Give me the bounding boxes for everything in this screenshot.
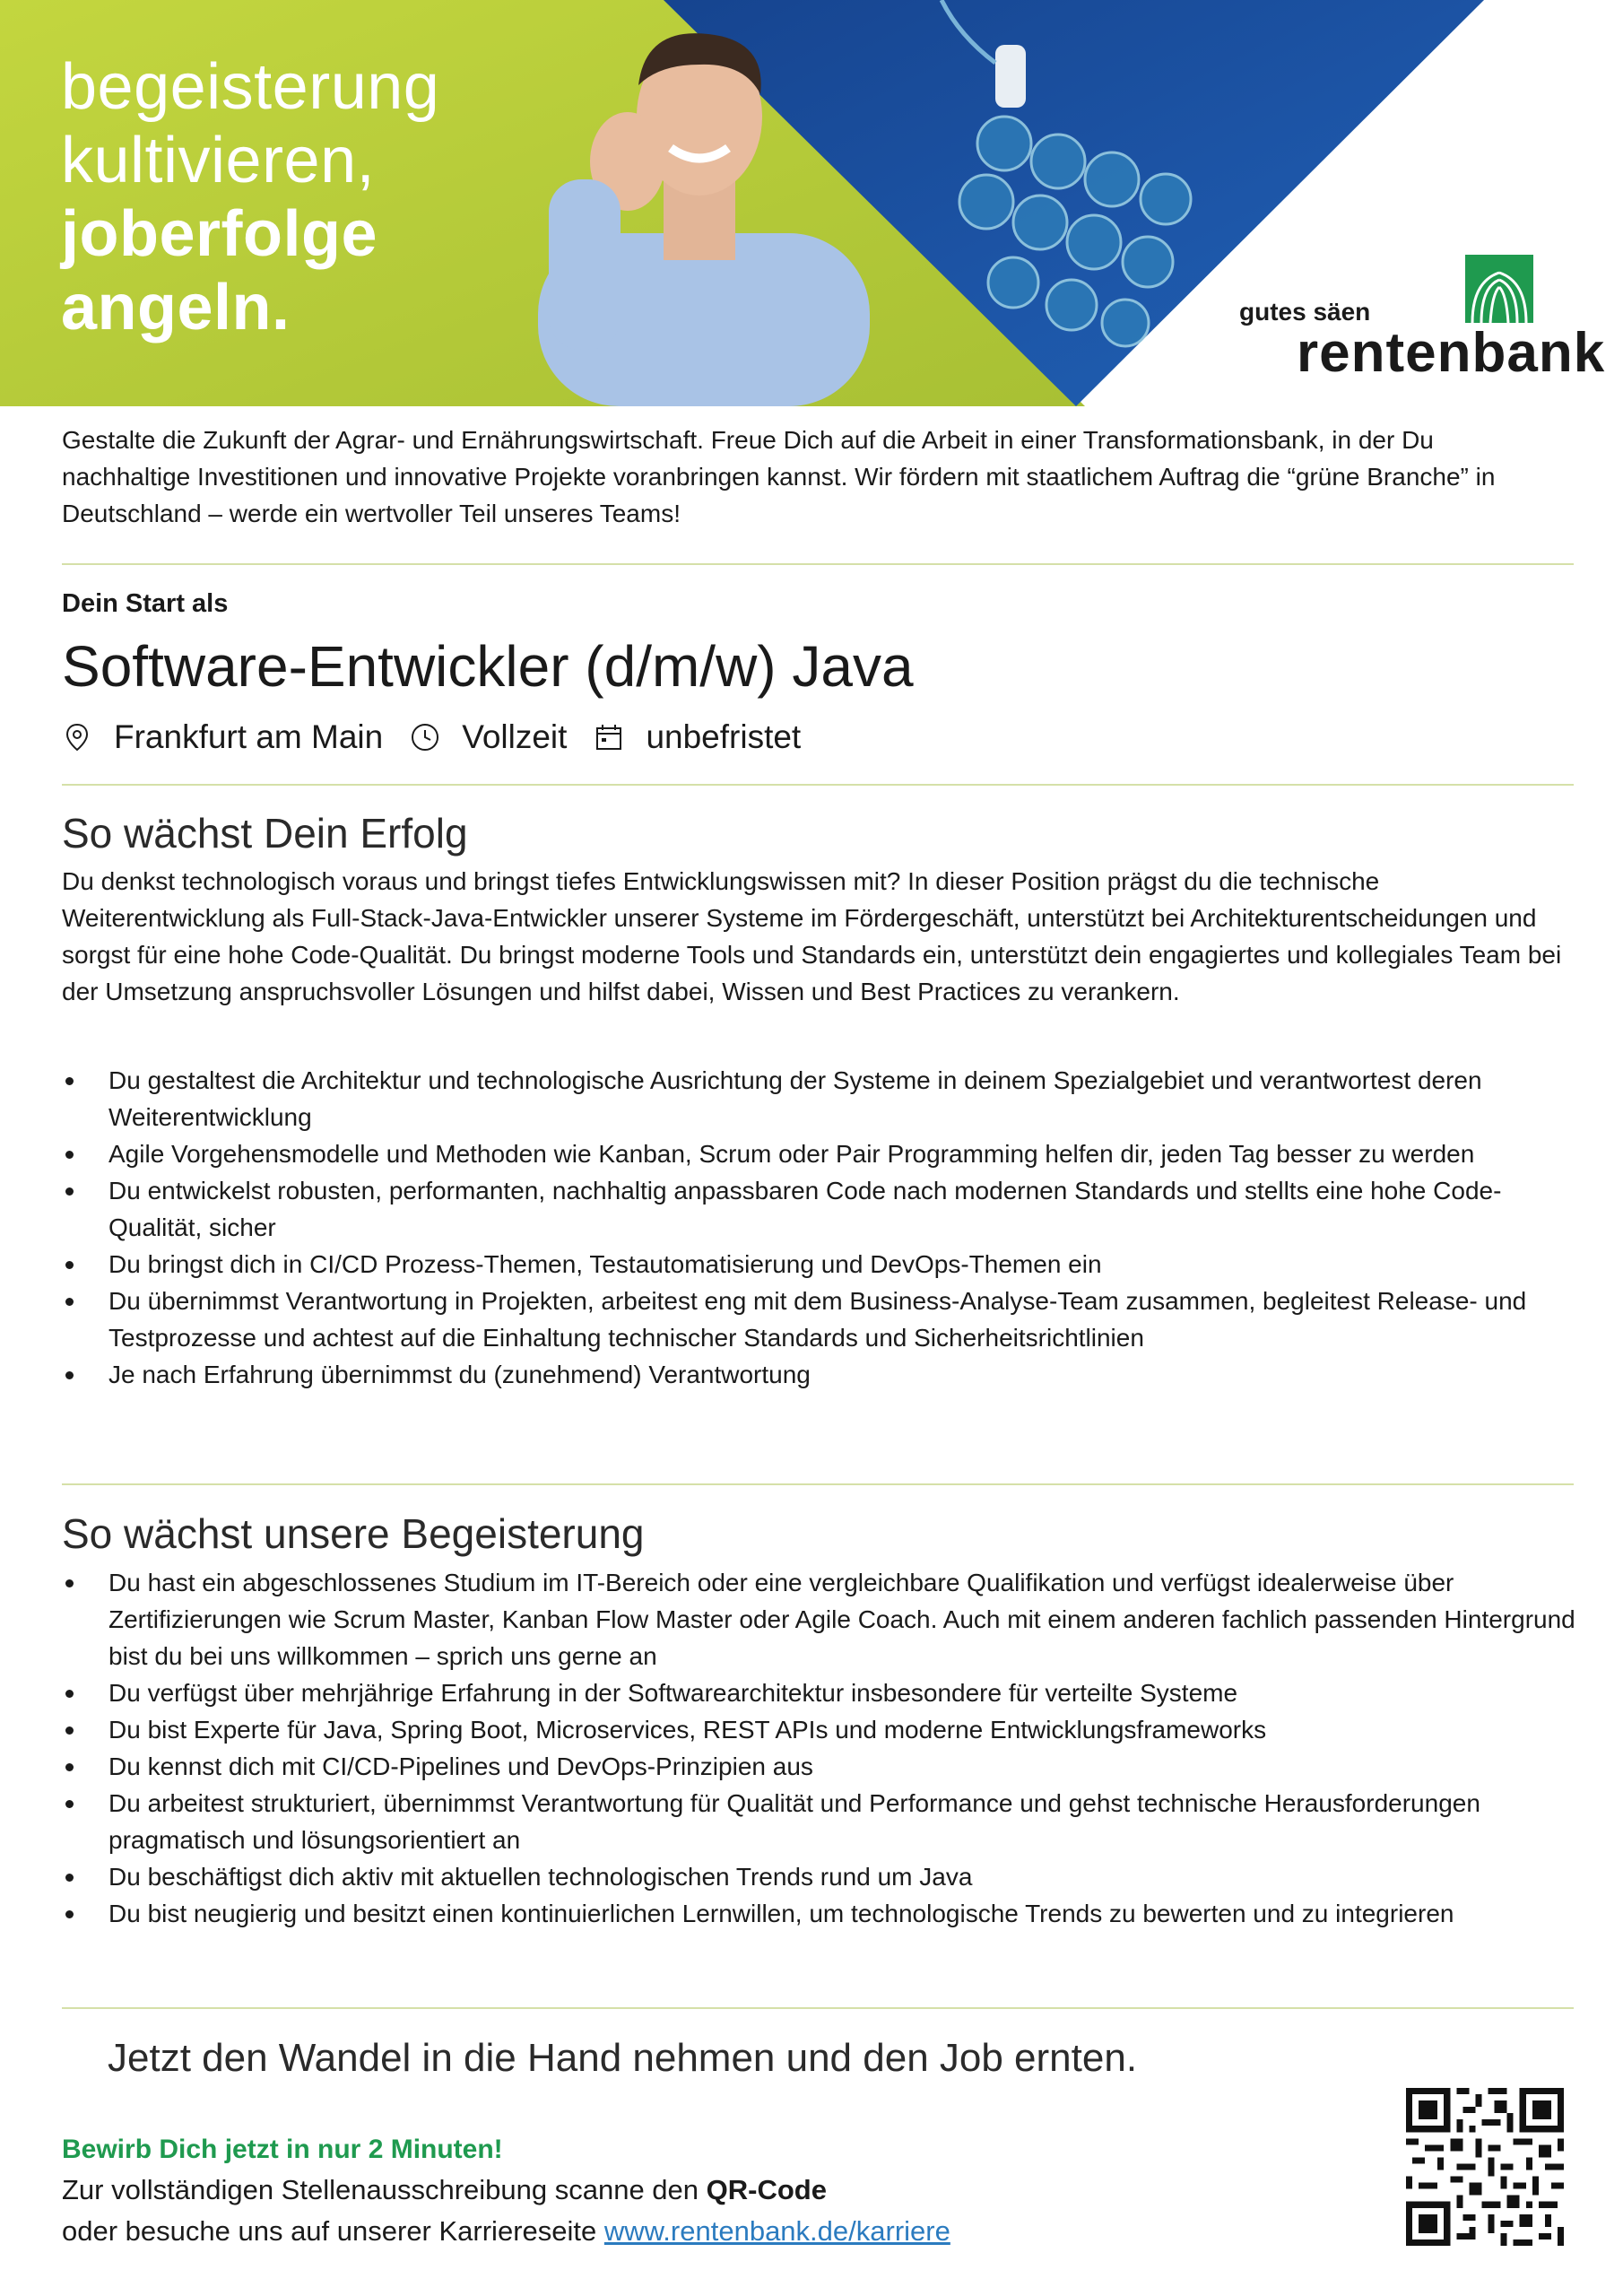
list-item: Du verfügst über mehrjährige Erfahrung in der Softwarearchitektur insbesondere für verteilte Systeme (62, 1674, 1586, 1711)
list-item: Je nach Erfahrung übernimmst du (zunehmend) Verantwortung (62, 1356, 1586, 1393)
visit-text (62, 2215, 950, 2248)
list-item: Du beschäftigst dich aktiv mit aktuellen technologischen Trends rund um Java (62, 1858, 1586, 1895)
job-location (62, 718, 383, 756)
headline-line-4: angeln. (61, 272, 291, 344)
list-item: Du kennst dich mit CI/CD-Pipelines und DevOps-Prinzipien aus (62, 1748, 1586, 1785)
section-heading-enthusiasm: So wächst unsere Begeisterung (62, 1510, 645, 1557)
divider (62, 1483, 1574, 1485)
location-pin-icon (62, 722, 92, 752)
list-item: Du arbeitest strukturiert, übernimmst Verantwortung für Qualität und Performance und gehst technische Herausforderungen pragmatisch und lösungsorientiert an (62, 1785, 1586, 1858)
section-heading-success: So wächst Dein Erfolg (62, 810, 468, 857)
qr-code-label: QR-Code (706, 2174, 827, 2205)
clock-icon (410, 722, 440, 752)
qr-code-icon[interactable] (1406, 2088, 1564, 2246)
job-contract-text: unbefristet (646, 718, 802, 755)
list-item: Du hast ein abgeschlossenes Studium im IT-Bereich oder eine vergleichbare Qualifikation und verfügst idealerweise über Zertifizierungen wie Scrum Master, Kanban Flow Master oder Agile Coach. Auch mit einem anderen fachlich passenden Hintergrund bist du bei uns willkommen – sprich uns gerne an (62, 1564, 1586, 1674)
job-time (410, 718, 567, 756)
list-item: Du gestaltest die Architektur und technologische Ausrichtung der Systeme in deinem Spezialgebiet und verantwortest deren Weiterentwicklung (62, 1062, 1586, 1135)
calendar-icon (594, 722, 624, 752)
intro-text: Gestalte die Zukunft der Agrar- und Ernährungswirtschaft. Freue Dich auf die Arbeit in einer Transformationsbank, in der Du nachhaltige Investitionen und innovative Projekte voranbringen kannst. Wir fördern mit staatlichem Auftrag die “grüne Branche” in Deutschland – werde ein wertvoller Teil unseres Teams! (62, 426, 1496, 527)
job-contract (594, 718, 801, 756)
divider (62, 784, 1574, 786)
list-item: Du entwickelst robusten, performanten, nachhaltig anpassbaren Code nach modernen Standards und stellts eine hohe Code-Qualität, sicher (62, 1172, 1586, 1246)
job-meta (62, 714, 828, 761)
brand-slogan: gutes säen (1239, 298, 1371, 326)
ship-icon (995, 45, 1026, 108)
requirements-list (62, 1564, 1586, 1932)
headline-line-3: joberfolge (61, 198, 378, 270)
career-link[interactable]: www.rentenbank.de/karriere (603, 2215, 950, 2247)
rentenbank-logo-icon (1465, 255, 1533, 323)
divider (62, 2007, 1574, 2009)
scan-prefix: Zur vollständigen Stellenausschreibung scanne den (62, 2174, 707, 2205)
cta-text: Jetzt den Wandel in die Hand nehmen und den Job ernten. (108, 2036, 1138, 2080)
list-item: Du bringst dich in CI/CD Prozess-Themen, Testautomatisierung und DevOps-Themen ein (62, 1246, 1586, 1283)
scan-text (62, 2174, 827, 2206)
list-item: Du übernimmst Verantwortung in Projekten, arbeitest eng mit dem Business-Analyse-Team zusammen, begleitest Release- und Testprozesse und achtest auf die Einhaltung technischer Standards und Sicherheitsrichtlinien (62, 1283, 1586, 1356)
job-title: Software-Entwickler (d/m/w) Java (62, 634, 914, 699)
visit-prefix: oder besuche uns auf unserer Karriereseite (62, 2215, 604, 2247)
headline-line-1: begeisterung (61, 51, 440, 123)
section-paragraph-success: Du denkst technologisch voraus und bringst tiefes Entwicklungswissen mit? In dieser Position prägst du die technische Weiterentwicklung als Full-Stack-Java-Entwickler unserer Systeme im Fördergeschäft, unterstützt bei Architekturentscheidungen und sorgst für eine hohe Code-Qualität. Du bringst moderne Tools und Standards ein, unterstützt dein engagiertes und kollegiales Team bei der Umsetzung anspruchsvoller Lösungen und hilfst dabei, Wissen und Best Practices zu verankern. (62, 867, 1562, 1005)
header-banner (0, 0, 1623, 406)
headline (61, 50, 439, 344)
list-item: Du bist Experte für Java, Spring Boot, Microservices, REST APIs und moderne Entwicklungsframeworks (62, 1711, 1586, 1748)
responsibilities-list (62, 1062, 1586, 1393)
apply-headline: Bewirb Dich jetzt in nur 2 Minuten! (62, 2135, 503, 2164)
list-item: Du bist neugierig und besitzt einen kontinuierlichen Lernwillen, um technologische Trends zu bewerten und zu integrieren (62, 1895, 1586, 1932)
job-time-text: Vollzeit (462, 718, 568, 755)
start-label: Dein Start als (62, 589, 229, 618)
list-item: Agile Vorgehensmodelle und Methoden wie Kanban, Scrum oder Pair Programming helfen dir, jeden Tag besser zu werden (62, 1135, 1586, 1172)
brand-name: rentenbank (1297, 322, 1606, 384)
divider (62, 563, 1574, 565)
job-location-text: Frankfurt am Main (114, 718, 384, 755)
headline-line-2: kultivieren, (61, 125, 376, 196)
